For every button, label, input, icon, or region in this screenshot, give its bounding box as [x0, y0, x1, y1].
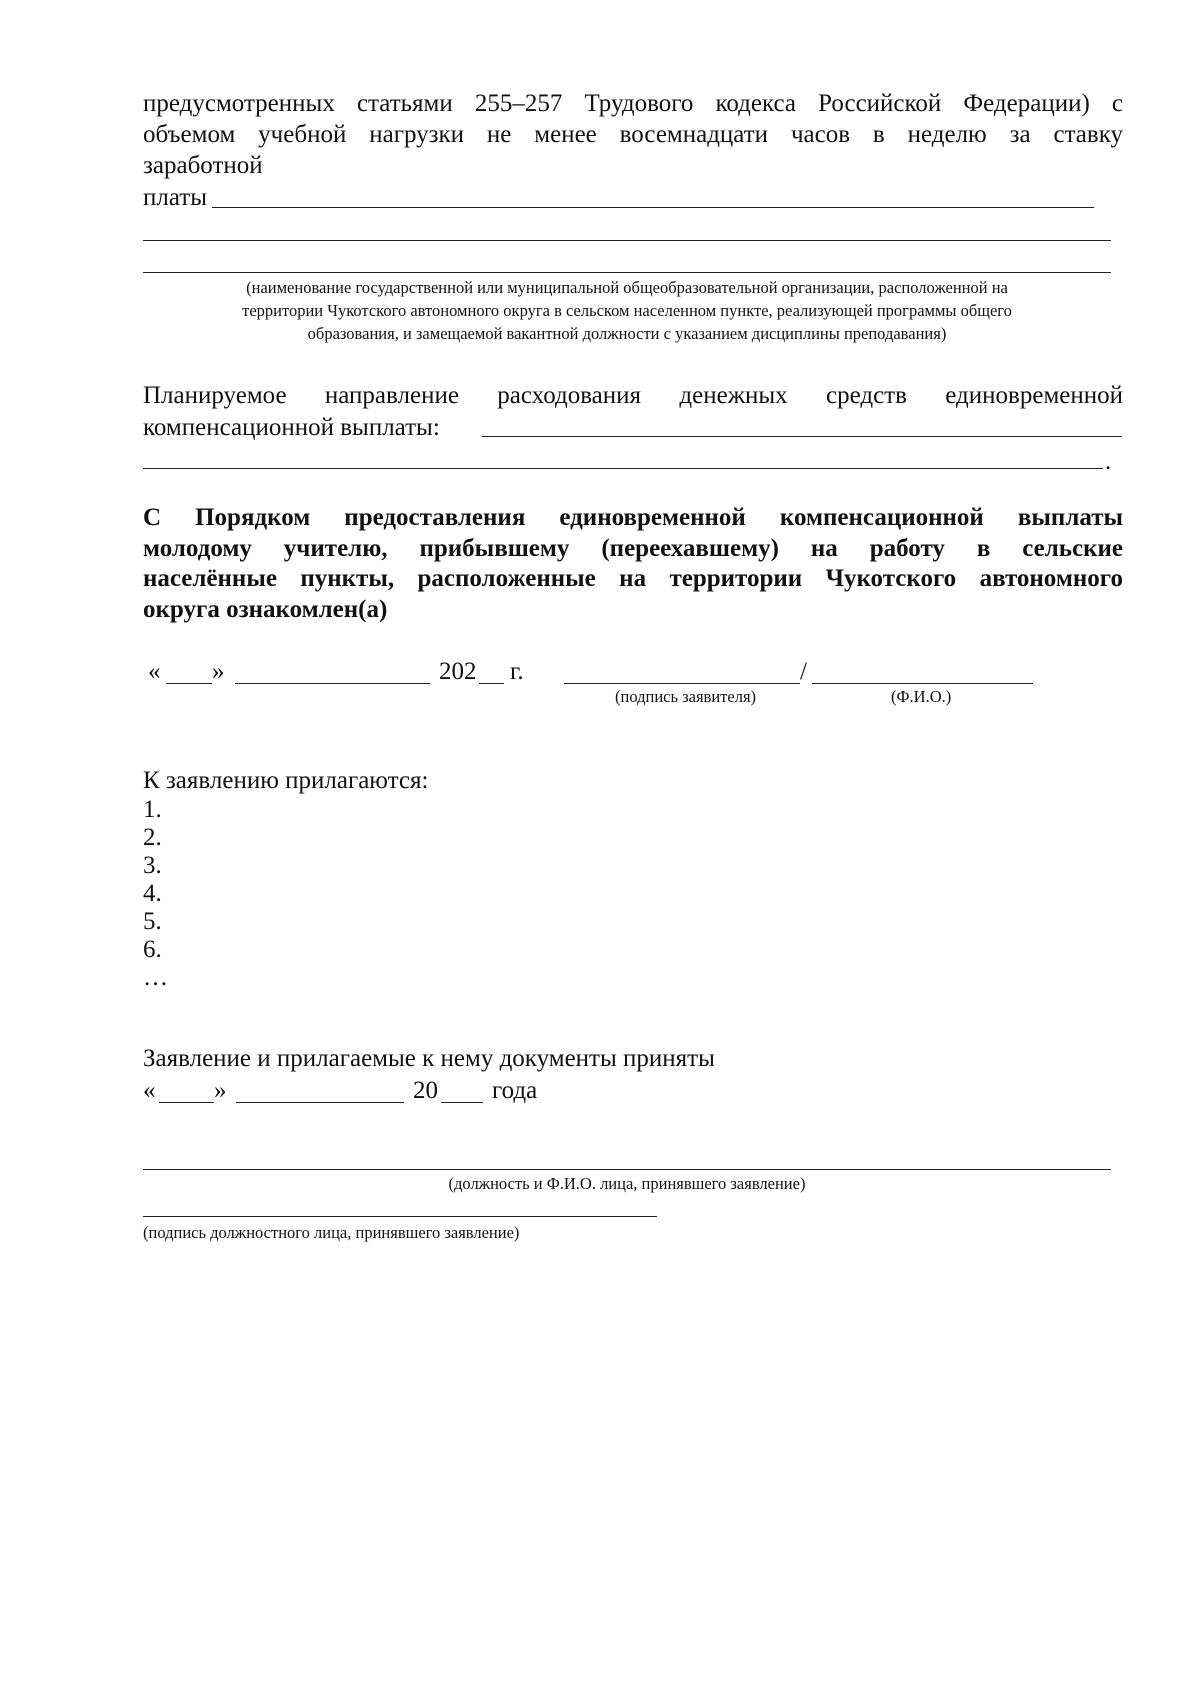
planned-input-line-2[interactable]: [143, 468, 1103, 469]
attachment-item: 4.: [143, 880, 162, 907]
acc-year-line[interactable]: [441, 1102, 483, 1103]
intro-line-1: предусмотренных статьями 255–257 Трудового кодекса Российской Федерации) с: [143, 90, 1123, 117]
sig-caption-signature: (подпись заявителя): [615, 687, 757, 706]
intro-line-3: заработной: [143, 152, 263, 179]
attachment-item: 1.: [143, 796, 162, 823]
attachment-item: 5.: [143, 908, 162, 935]
sig-caption-fio: (Ф.И.О.): [891, 687, 952, 706]
sig-year-prefix: 202: [439, 658, 477, 685]
acc-quote-open: «: [143, 1077, 156, 1104]
acc-signature-line[interactable]: [143, 1216, 657, 1217]
planned-end-period: .: [1105, 448, 1112, 475]
sig-day-line[interactable]: [166, 683, 212, 684]
acc-month-line[interactable]: [236, 1102, 404, 1103]
acc-year-suffix: года: [492, 1077, 538, 1104]
acc-caption-signature: (подпись должностного лица, принявшего заявление): [143, 1223, 520, 1242]
sig-fio-line[interactable]: [812, 683, 1033, 684]
planned-line-1: Планируемое направление расходования денежных средств единовременной: [143, 382, 1123, 409]
sig-signature-line[interactable]: [564, 683, 800, 684]
ack-line-3: населённые пункты, расположенные на территории Чукотского автономного: [143, 565, 1123, 592]
org-caption-line-2: территории Чукотского автономного округа в сельском населенном пункте, реализующей программы общего: [242, 301, 1012, 320]
sig-quote-open: «: [148, 658, 161, 685]
accepted-title: Заявление и прилагаемые к нему документы приняты: [143, 1045, 715, 1072]
ack-line-1: С Порядком предоставления единовременной компенсационной выплаты: [143, 504, 1123, 531]
salary-input-line[interactable]: [212, 207, 1094, 208]
attachments-title: К заявлению прилагаются:: [143, 767, 429, 794]
acc-caption-position: (должность и Ф.И.О. лица, принявшего заявление): [448, 1174, 806, 1193]
sig-month-line[interactable]: [235, 683, 430, 684]
salary-label: платы: [143, 184, 208, 211]
attachment-item: …: [143, 964, 168, 991]
ack-line-4: округа ознакомлен(а): [143, 596, 388, 623]
org-caption-line-1: (наименование государственной или муниципальной общеобразовательной организации, расположенной на: [246, 278, 1008, 297]
organization-input-line-2[interactable]: [143, 272, 1111, 273]
acc-quote-close: »: [214, 1077, 227, 1104]
organization-input-line-1[interactable]: [143, 240, 1111, 241]
acc-year-prefix: 20: [413, 1077, 438, 1104]
planned-input-line-1[interactable]: [482, 436, 1122, 437]
attachment-item: 2.: [143, 824, 162, 851]
sig-year-suffix: г.: [510, 658, 524, 685]
intro-line-2: объемом учебной нагрузки не менее восемнадцати часов в неделю за ставку: [143, 121, 1123, 148]
acc-day-line[interactable]: [159, 1102, 214, 1103]
sig-slash: /: [800, 658, 807, 685]
attachment-item: 3.: [143, 852, 162, 879]
acc-position-line[interactable]: [143, 1169, 1111, 1170]
sig-year-line[interactable]: [479, 683, 504, 684]
attachment-item: 6.: [143, 936, 162, 963]
sig-quote-close: »: [212, 658, 225, 685]
ack-line-2: молодому учителю, прибывшему (переехавшему) на работу в сельские: [143, 535, 1123, 562]
org-caption-line-3: образования, и замещаемой вакантной должности с указанием дисциплины преподавания): [307, 324, 947, 343]
planned-label: компенсационной выплаты:: [143, 414, 440, 441]
